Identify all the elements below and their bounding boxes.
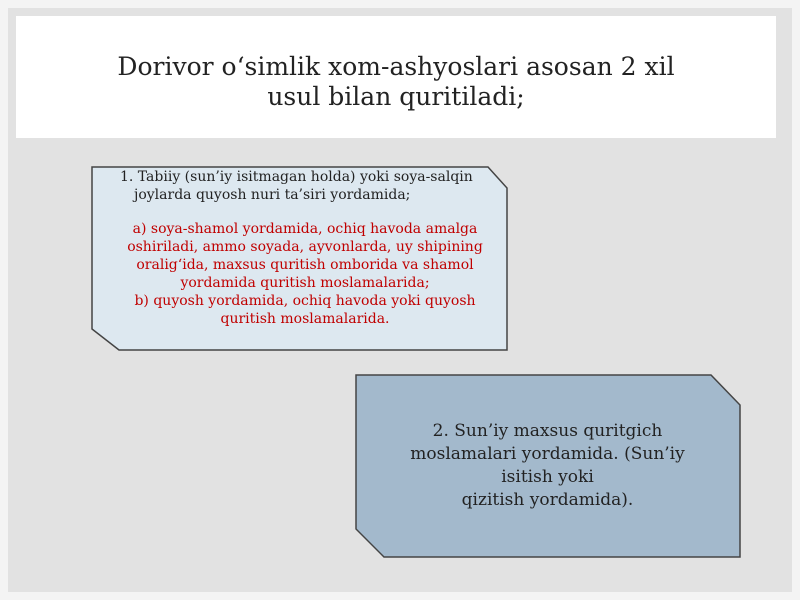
method2-text: 2. Sun’iy maxsus quritgich moslamalari yordamida. (Sun’iy isitish yoki qizitish yordamida).: [410, 421, 685, 510]
method1-heading: 1. Tabiiy (sun’iy isitmagan holda) yoki soya-salqin joylarda quyosh nuri ta’siri yordamida;: [120, 169, 473, 203]
method1-item-a: a) soya-shamol yordamida, ochiq havoda amalga oshiriladi, ammo soyada, ayvonlarda, uy shipining oralig‘ida, maxsus quritish omborida va shamol yordamida quritish moslamalarida;: [127, 221, 483, 291]
slide-title: Dorivor o‘simlik xom-ashyoslari asosan 2 xil usul bilan quritiladi;: [117, 52, 675, 111]
method1-item-b: b) quyosh yordamida, ochiq havoda yoki quyosh quritish moslamalarida.: [134, 293, 476, 327]
